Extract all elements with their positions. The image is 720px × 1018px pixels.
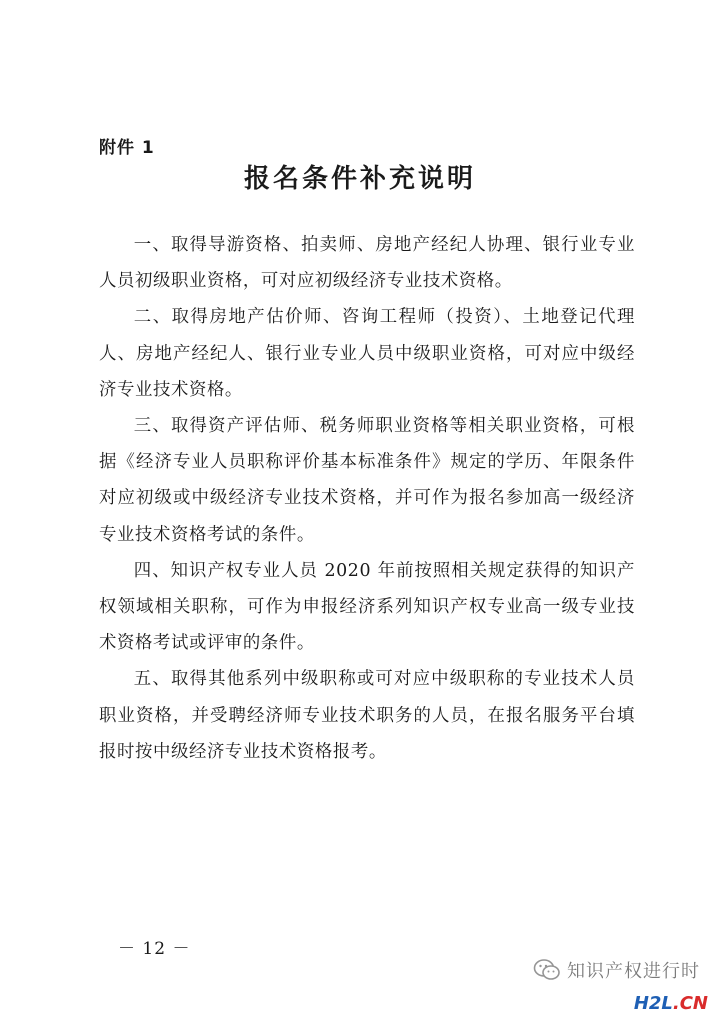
h2l-logo-dot: . <box>672 993 680 1014</box>
paragraph-1: 一、取得导游资格、拍卖师、房地产经纪人协理、银行业专业人员初级职业资格，可对应初级经济专业技术资格。 <box>99 235 635 292</box>
watermark <box>533 950 700 990</box>
h2l-logo <box>634 993 708 1014</box>
paragraph-4: 四、知识产权专业人员 2020 年前按照相关规定获得的知识产权领域相关职称，可作为申报经济系列知识产权专业高一级专业技术资格考试或评审的条件。 <box>99 560 635 654</box>
document-title: 报名条件补充说明 <box>243 164 476 194</box>
paragraph-3: 三、取得资产评估师、税务师职业资格等相关职业资格，可根据《经济专业人员职称评价基本标准条件》规定的学历、年限条件对应初级或中级经济专业技术资格，并可作为报名参加高一级经济专业技术资格考试的条件。 <box>99 416 635 545</box>
h2l-logo-main: H2L <box>633 993 673 1014</box>
document-body <box>99 227 635 770</box>
watermark-text: 知识产权进行时 <box>567 961 700 982</box>
paragraph-5: 五、取得其他系列中级职称或可对应中级职称的专业技术人员职业资格，并受聘经济师专业技术职务的人员，在报名服务平台填报时按中级经济专业技术资格报考。 <box>99 669 635 762</box>
paragraph-2: 二、取得房地产估价师、咨询工程师（投资）、土地登记代理人、房地产经纪人、银行业专业人员中级职业资格，可对应中级经济专业技术资格。 <box>99 307 635 400</box>
h2l-logo-cn: CN <box>679 993 708 1014</box>
wechat-icon <box>533 958 561 982</box>
attachment-label: 附件 1 <box>99 138 155 158</box>
page-number: － 12 － <box>118 939 191 959</box>
